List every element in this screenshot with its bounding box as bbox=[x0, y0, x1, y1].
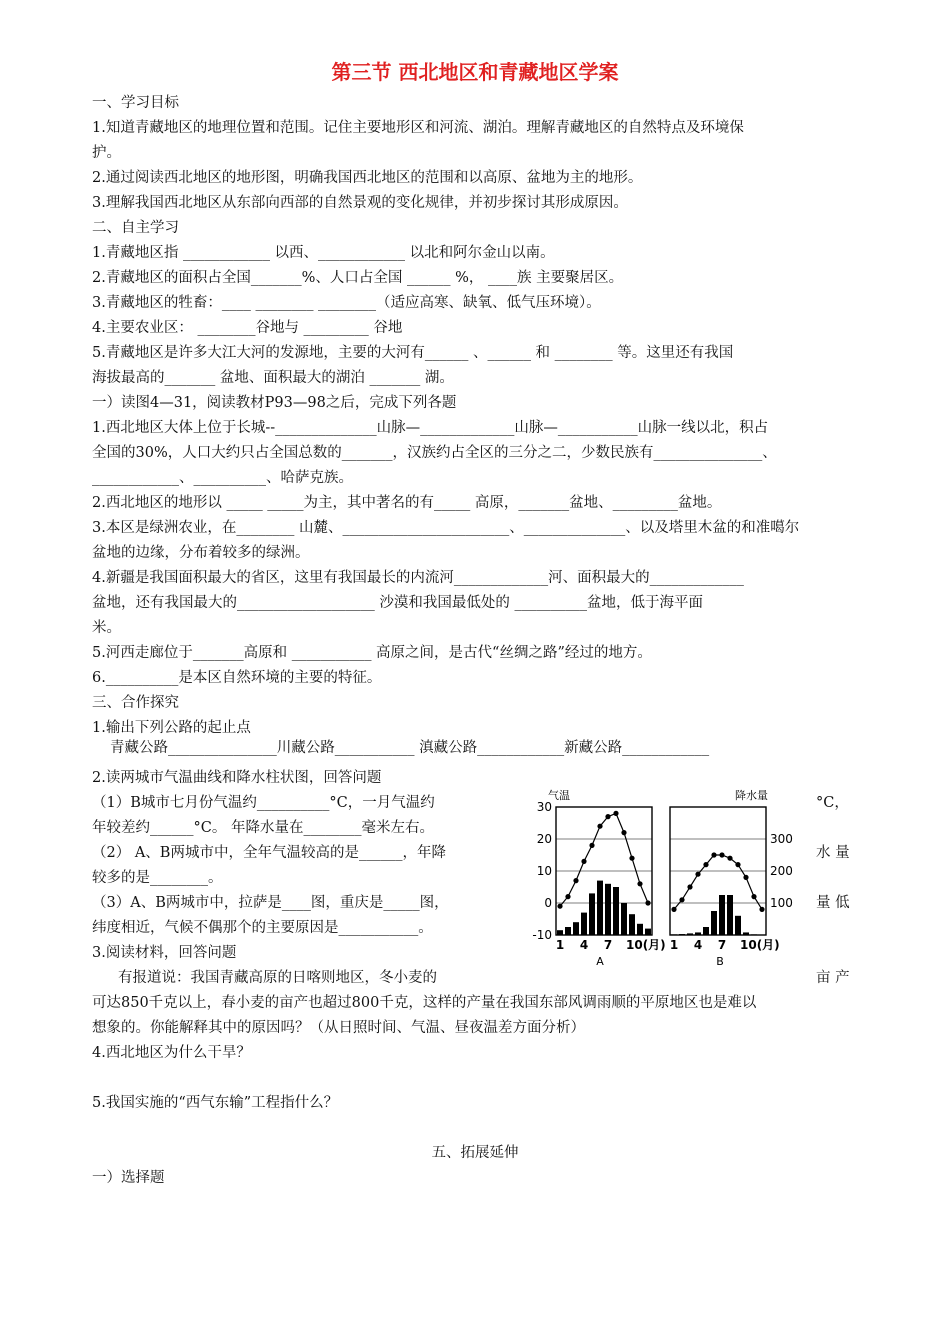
precipitation-bar bbox=[637, 924, 643, 935]
x-tick-label: 4 bbox=[579, 938, 589, 952]
x-tick-label: 10(月) bbox=[626, 938, 666, 952]
temperature-point bbox=[605, 814, 610, 819]
temperature-point bbox=[679, 897, 684, 902]
question-line: 3.阅读材料，回答问题 bbox=[92, 945, 237, 961]
precipitation-bar bbox=[743, 932, 749, 935]
question-line: 盆地，还有我国最大的___________________ 沙漠和我国最低处的 __________盆地，低于海平面 bbox=[92, 595, 703, 611]
page-title: 第三节 西北地区和青藏地区学案 bbox=[331, 60, 619, 84]
precipitation-bar bbox=[573, 922, 579, 935]
y-tick-label: 200 bbox=[770, 864, 793, 878]
precipitation-bar bbox=[605, 884, 611, 935]
y-tick-label: 300 bbox=[770, 832, 793, 846]
climate-chart bbox=[520, 785, 800, 970]
precipitation-bar bbox=[645, 929, 651, 935]
temperature-point bbox=[613, 811, 618, 816]
question-line: 2.读两城市气温曲线和降水柱状图，回答问题 bbox=[92, 770, 382, 786]
question-line: 4.主要农业区： ________谷地与 _________ 谷地 bbox=[92, 320, 403, 336]
question-line: （2） A、B两城市中，全年气温较高的是______，年降 bbox=[92, 845, 446, 861]
precipitation-bar bbox=[581, 913, 587, 935]
right-text-fragment: 水 量 bbox=[816, 845, 850, 861]
temperature-point bbox=[759, 907, 764, 912]
temperature-point bbox=[751, 894, 756, 899]
question-line: 4.西北地区为什么干旱？ bbox=[92, 1045, 251, 1061]
question-line: 5.河西走廊位于_______高原和 ___________ 高原之间，是古代“丝绸之路”经过的地方。 bbox=[92, 645, 652, 661]
temperature-point bbox=[695, 872, 700, 877]
precipitation-bar bbox=[687, 933, 693, 935]
precipitation-bar bbox=[589, 893, 595, 935]
section-heading: 二、自主学习 bbox=[92, 220, 179, 236]
question-line: 想象的。你能解释其中的原因吗？（从日照时间、气温、昼夜温差方面分析） bbox=[92, 1020, 585, 1036]
y-tick-label: -10 bbox=[532, 928, 552, 942]
section-heading: 一、学习目标 bbox=[92, 95, 179, 111]
question-line: 1.青藏地区指 ____________ 以西、____________ 以北和阿尔金山以南。 bbox=[92, 245, 555, 261]
temperature-line bbox=[674, 855, 762, 909]
right-text-fragment: 量 低 bbox=[816, 895, 850, 911]
temperature-point bbox=[557, 904, 562, 909]
question-line: 盆地的边缘，分布着较多的绿洲。 bbox=[92, 545, 310, 561]
y-tick-label: 100 bbox=[770, 896, 793, 910]
precipitation-bar bbox=[735, 916, 741, 935]
temperature-point bbox=[589, 843, 594, 848]
section-heading: 五、拓展延伸 bbox=[431, 1145, 519, 1161]
question-line: （1）B城市七月份气温约__________°C，一月气温约 bbox=[92, 795, 435, 811]
question-line: ____________、__________、哈萨克族。 bbox=[92, 470, 353, 486]
y-tick-label: 20 bbox=[536, 832, 552, 846]
question-line: 3.本区是绿洲农业，在________ 山麓、_______________________、______________、以及塔里木盆的和准噶尔 bbox=[92, 520, 800, 536]
x-tick-label: 10(月) bbox=[740, 938, 780, 952]
question-line: 年较差约______°C。 年降水量在________毫米左右。 bbox=[92, 820, 434, 836]
precipitation-bar bbox=[727, 895, 733, 935]
precipitation-bar bbox=[751, 934, 757, 935]
precipitation-bar bbox=[703, 927, 709, 935]
question-line: 米。 bbox=[92, 620, 121, 636]
precipitation-bar bbox=[719, 895, 725, 935]
goal-line: 护。 bbox=[92, 145, 121, 161]
chart-panel-b bbox=[670, 807, 793, 952]
x-tick-label: 4 bbox=[693, 938, 703, 952]
subsection-heading: 一）选择题 bbox=[92, 1170, 165, 1186]
question-line: （3）A、B两城市中，拉萨是____图，重庆是_____图， bbox=[92, 895, 449, 911]
temperature-point bbox=[621, 830, 626, 835]
goal-line: 2.通过阅读西北地区的地形图，明确我国西北地区的范围和以高原、盆地为主的地形。 bbox=[92, 170, 643, 186]
right-text-fragment: °C， bbox=[816, 795, 849, 811]
question-line: 5.我国实施的“西气东输”工程指什么？ bbox=[92, 1095, 339, 1111]
temperature-point bbox=[743, 875, 748, 880]
temperature-point bbox=[573, 878, 578, 883]
precipitation-bar bbox=[629, 914, 635, 935]
temperature-point bbox=[711, 852, 716, 857]
temperature-point bbox=[629, 856, 634, 861]
x-tick-label: 1 bbox=[669, 938, 679, 952]
temperature-point bbox=[645, 900, 650, 905]
precipitation-bar bbox=[711, 911, 717, 935]
question-line: 6.__________是本区自然环境的主要的特征。 bbox=[92, 670, 382, 686]
x-tick-label: 1 bbox=[555, 938, 565, 952]
temperature-line bbox=[560, 813, 648, 906]
y-tick-label: 30 bbox=[536, 800, 552, 814]
temperature-point bbox=[703, 862, 708, 867]
y-tick-label: 10 bbox=[536, 864, 552, 878]
question-line: 5.青藏地区是许多大江大河的发源地，主要的大河有______ 、______ 和 ________ 等。这里还有我国 bbox=[92, 345, 734, 361]
x-tick-label: 7 bbox=[603, 938, 613, 952]
precipitation-bar bbox=[679, 934, 685, 935]
precipitation-bar bbox=[695, 932, 701, 935]
section-heading: 三、合作探究 bbox=[92, 695, 179, 711]
question-line: 4.新疆是我国面积最大的省区，这里有我国最长的内流河_____________河、面积最大的_____________ bbox=[92, 570, 744, 586]
question-line: 海拔最高的_______ 盆地、面积最大的湖泊 _______ 湖。 bbox=[92, 370, 454, 386]
question-line: 3.青藏地区的牲畜：____ ________ ________（适应高寒、缺氧、低气压环境）。 bbox=[92, 295, 601, 311]
precipitation-bar bbox=[557, 930, 563, 935]
right-text-fragment: 亩 产 bbox=[816, 970, 850, 986]
chart-right-title: 降水量 bbox=[735, 789, 768, 802]
question-line: 可达850千克以上，春小麦的亩产也超过800千克，这样的产量在我国东部风调雨顺的平原地区也是难以 bbox=[92, 995, 757, 1011]
subsection-heading: 一）读图4—31，阅读教材P93—98之后，完成下列各题 bbox=[92, 395, 457, 411]
question-line: 2.西北地区的地形以 _____ _____为主，其中著名的有_____ 高原，_______盆地、_________盆地。 bbox=[92, 495, 722, 511]
question-line: 全国的30%，人口大约只占全国总数的_______，汉族约占全区的三分之二，少数民族有_______________、 bbox=[92, 445, 777, 461]
question-line: 有报道说：我国青藏高原的日喀则地区，冬小麦的 bbox=[118, 970, 437, 986]
temperature-point bbox=[565, 894, 570, 899]
question-line: 青藏公路_______________川藏公路___________ 滇藏公路____________新藏公路____________ bbox=[110, 740, 710, 756]
y-tick-label: 0 bbox=[544, 896, 552, 910]
precipitation-bar bbox=[671, 934, 677, 935]
chart-label-b: B bbox=[716, 955, 724, 968]
chart-panel-a bbox=[532, 800, 665, 952]
temperature-point bbox=[671, 907, 676, 912]
precipitation-bar bbox=[621, 903, 627, 935]
question-line: 纬度相近，气候不偶那个的主要原因是___________。 bbox=[92, 920, 433, 936]
x-tick-label: 7 bbox=[717, 938, 727, 952]
temperature-point bbox=[719, 852, 724, 857]
chart-label-a: A bbox=[596, 955, 604, 968]
temperature-point bbox=[637, 881, 642, 886]
goal-line: 3.理解我国西北地区从东部向西部的自然景观的变化规律，并初步探讨其形成原因。 bbox=[92, 195, 628, 211]
question-line: 较多的是________。 bbox=[92, 870, 223, 886]
temperature-point bbox=[687, 884, 692, 889]
precipitation-bar bbox=[565, 927, 571, 935]
question-line: 1.输出下列公路的起止点 bbox=[92, 720, 251, 736]
question-line: 1.西北地区大体上位于长城--______________山脉—_____________山脉—___________山脉一线以北，积占 bbox=[92, 420, 769, 436]
temperature-point bbox=[597, 824, 602, 829]
chart-left-title: 气温 bbox=[548, 789, 570, 802]
goal-line: 1.知道青藏地区的地理位置和范围。记住主要地形区和河流、湖泊。理解青藏地区的自然特点及环境保 bbox=[92, 120, 744, 136]
temperature-point bbox=[581, 859, 586, 864]
precipitation-bar bbox=[597, 881, 603, 935]
precipitation-bar bbox=[613, 887, 619, 935]
temperature-point bbox=[735, 862, 740, 867]
question-line: 2.青藏地区的面积占全国_______%、人口占全国 ______ %， ____族 主要聚居区。 bbox=[92, 270, 624, 286]
temperature-point bbox=[727, 856, 732, 861]
